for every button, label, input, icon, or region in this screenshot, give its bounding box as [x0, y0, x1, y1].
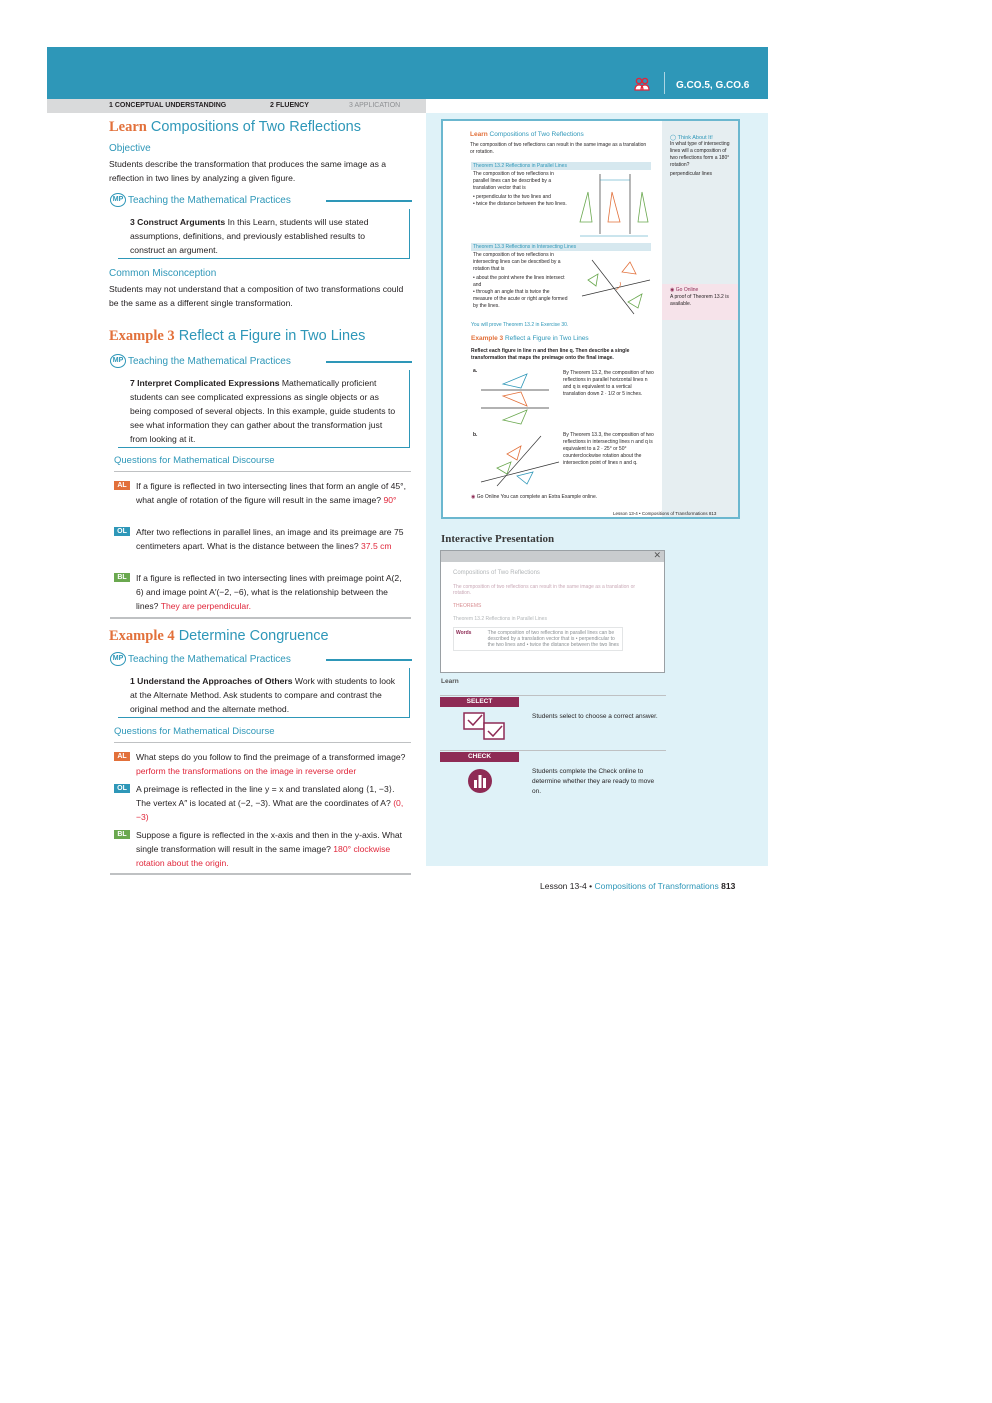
theorem-bar: Theorem 13.2 Reflections in Parallel Lines: [471, 162, 651, 170]
questions-heading-ex3: Questions for Mathematical Discourse: [114, 455, 275, 466]
answer: 180° clockwise rotation about the origin.: [136, 844, 391, 868]
mp-icon: MP: [110, 354, 126, 368]
check-description: Students complete the Check online to determine whether they are ready to move on.: [532, 768, 655, 795]
theorem-text: The composition of two reflections in parallel lines can be described by a translation vector that is • perpendicular to the two lines and • twice the distance between the two lines.: [473, 171, 567, 207]
question-item: BL Suppose a figure is reflected in the x-axis and then in the y-axis. What single transformation will result in the same image? 180° clockwise rotation about the origin.: [114, 828, 410, 870]
interactive-frame[interactable]: [440, 550, 665, 673]
misconception-text: Students may not understand that a composition of two transformations could be the same as a different single transformation.: [109, 284, 404, 308]
answer: They are perpendicular.: [160, 601, 251, 611]
divider: [110, 873, 411, 875]
page-footer: Lesson 13-4 • Compositions of Transformations 813: [540, 881, 736, 891]
answer: 90°: [383, 495, 397, 505]
question-item: OL A preimage is reflected in the line y = x and translated along ⟨1, −3⟩. The vertex A″ is located at (−2, −3). What are the coordinates of A? (0, −3): [114, 782, 410, 824]
mp-box-example3: [110, 354, 410, 448]
parallel-lines-diagram: [574, 172, 652, 240]
mp-rule: [326, 659, 412, 661]
go-online-box: [662, 284, 738, 320]
mp-heading: MP Teaching the Mathematical Practices: [110, 652, 410, 666]
frame-theorems: THEOREMS: [453, 603, 482, 609]
divider: [110, 617, 411, 619]
banner-divider: [664, 72, 665, 94]
go-online-heading: ◉ Go Online: [670, 287, 699, 293]
part-a-label: a.: [473, 368, 478, 374]
check-chart-icon: [467, 768, 493, 794]
mp-text: 3 Construct Arguments In this Learn, students will use stated assumptions, definitions, and previously established results to construct an argument.: [118, 209, 410, 259]
thumb-go-online[interactable]: ◉ Go Online You can complete an Extra Example online.: [471, 494, 598, 500]
divider: [114, 742, 411, 743]
part-b-diagram: [477, 434, 561, 490]
mp-rule: [326, 200, 412, 202]
level-badge: OL: [114, 784, 130, 793]
mp-box-example4: [110, 652, 410, 718]
thumb-example-heading: Example 3 Reflect a Figure in Two Lines: [471, 335, 589, 342]
divider: [114, 471, 411, 472]
level-badge: BL: [114, 830, 130, 839]
mp-box-learn: [110, 193, 410, 259]
learn-label: Learn: [109, 119, 147, 135]
progression-bar: [47, 99, 426, 113]
question-item: AL What steps do you follow to find the preimage of a transformed image? perform the transformations on the image in reverse order: [114, 750, 410, 778]
standards-label: G.CO.5, G.CO.6: [676, 80, 750, 91]
globe-icon: ◉: [471, 494, 476, 500]
think-heading: ◯ Think About It!: [670, 135, 713, 141]
thumbnail-sidebar: [662, 121, 738, 517]
objective-text: Students describe the transformation that produces the same image as a reflection in two lines by analyzing a given figure.: [109, 159, 387, 183]
frame-titlebar: [441, 551, 664, 562]
level-badge: AL: [114, 481, 130, 490]
top-banner: [47, 47, 768, 99]
part-b-text: By Theorem 13.3, the composition of two reflections in intersecting lines n and q is equivalent to a 2 · 25° or 50° counterclockwise rotation about the intersection point of lines n and q.: [563, 432, 654, 466]
mp-text: 1 Understand the Approaches of Others Work with students to look at the Alternate Method. Ask students to compare and contrast the original method and the alternate method.: [118, 668, 410, 718]
mp-heading: MP Teaching the Mathematical Practices: [110, 193, 410, 207]
learn-caption: Learn: [441, 678, 459, 685]
divider: [440, 695, 666, 696]
mp-icon: MP: [110, 193, 126, 207]
close-icon[interactable]: ✕: [653, 550, 661, 560]
example3-heading: Example 3 Reflect a Figure in Two Lines: [109, 328, 366, 344]
tab-conceptual: 1 CONCEPTUAL UNDERSTANDING: [109, 102, 227, 109]
theorem-bar: Theorem 13.3 Reflections in Intersecting Lines: [471, 243, 651, 251]
objective-heading: Objective: [109, 143, 151, 154]
select-checkboxes-icon: [462, 711, 508, 741]
learn-heading: [109, 119, 409, 136]
tab-application: 3 APPLICATION: [349, 102, 401, 109]
intersecting-lines-diagram: [578, 256, 654, 318]
divider: [440, 750, 666, 751]
page-number: 813: [721, 881, 736, 891]
go-online-text: A proof of Theorem 13.2 is available.: [670, 294, 729, 307]
mp-heading: MP Teaching the Mathematical Practices: [110, 354, 410, 368]
prove-note: You will prove Theorem 13.2 in Exercise 30.: [471, 322, 569, 328]
thumb-example-instr: Reflect each figure in line n and then line q. Then describe a single transformation that maps the preimage onto the final image.: [471, 348, 630, 361]
tab-fluency: 2 FLUENCY: [270, 102, 309, 109]
mp-icon: MP: [110, 652, 126, 666]
part-a-diagram: [477, 370, 557, 426]
answer: (0, −3): [136, 798, 404, 822]
question-item: BL If a figure is reflected in two intersecting lines with preimage point A(2, 6) and image point A′(−2, −6), what is the relationship between the lines? They are perpendicular.: [114, 571, 410, 613]
select-pill: SELECT: [440, 697, 519, 707]
misconception-heading: Common Misconception: [109, 268, 217, 279]
questions-heading-ex4: Questions for Mathematical Discourse: [114, 726, 275, 737]
select-description: Students select to choose a correct answer.: [532, 713, 658, 720]
level-badge: OL: [114, 527, 130, 536]
frame-words-box: Words The composition of two reflections in parallel lines can be described by a translation vector that is • perpendicular to the two lines and • twice the distance between the two lines: [453, 627, 623, 651]
answer: 37.5 cm: [361, 541, 392, 551]
frame-line: The composition of two reflections can result in the same image as a translation or rotation.: [453, 584, 636, 596]
learn-title: Compositions of Two Reflections: [150, 119, 361, 135]
mp-text: 7 Interpret Complicated Expressions Mathematically proficient students can see complicated expressions as single objects or as being composed of several objects. In this example, guide students to see what information they can gather about the transformation just from looking at it.: [118, 370, 410, 448]
think-text: In what type of intersecting lines will a composition of two reflections form a 180° rotation?: [670, 141, 730, 168]
think-answer: perpendicular lines: [670, 171, 712, 177]
people-icon: [634, 77, 650, 91]
question-icon: ◯: [670, 135, 677, 141]
thumb-footer: Lesson 13-4 • Compositions of Transformations 813: [613, 511, 717, 516]
part-a-text: By Theorem 13.2, the composition of two reflections in parallel horizontal lines n and q is equivalent to a vertical translation down 2 · 1/2 or 5 inches.: [563, 370, 654, 397]
interactive-heading: Interactive Presentation: [441, 533, 555, 545]
globe-icon: ◉: [670, 287, 675, 293]
example4-heading: Example 4 Determine Congruence: [109, 628, 329, 644]
answer: perform the transformations on the image in reverse order: [136, 766, 357, 776]
check-pill: CHECK: [440, 752, 519, 762]
theorem-text: The composition of two reflections in intersecting lines can be described by a rotation that is • about the point where the lines intersect and • through an angle that is twice the measure of the acute or right angle formed by the lines.: [473, 252, 568, 309]
part-b-label: b.: [473, 432, 478, 438]
thumb-heading: Learn Compositions of Two Reflections The composition of two reflections can result in the same image as a translation or rotation.: [470, 131, 655, 156]
frame-title: Compositions of Two Reflections: [453, 570, 540, 576]
question-item: AL If a figure is reflected in two intersecting lines that form an angle of 45°, what angle of rotation of the figure will result in the same image? 90°: [114, 479, 410, 507]
frame-theorem: Theorem 13.2 Reflections in Parallel Lines: [453, 616, 547, 622]
level-badge: AL: [114, 752, 130, 761]
level-badge: BL: [114, 573, 130, 582]
mp-rule: [326, 361, 412, 363]
question-item: OL After two reflections in parallel lines, an image and its preimage are 75 centimeters apart. What is the distance between the lines? 37.5 cm: [114, 525, 410, 553]
thumb-intro: The composition of two reflections can result in the same image as a translation or rotation.: [470, 142, 647, 155]
